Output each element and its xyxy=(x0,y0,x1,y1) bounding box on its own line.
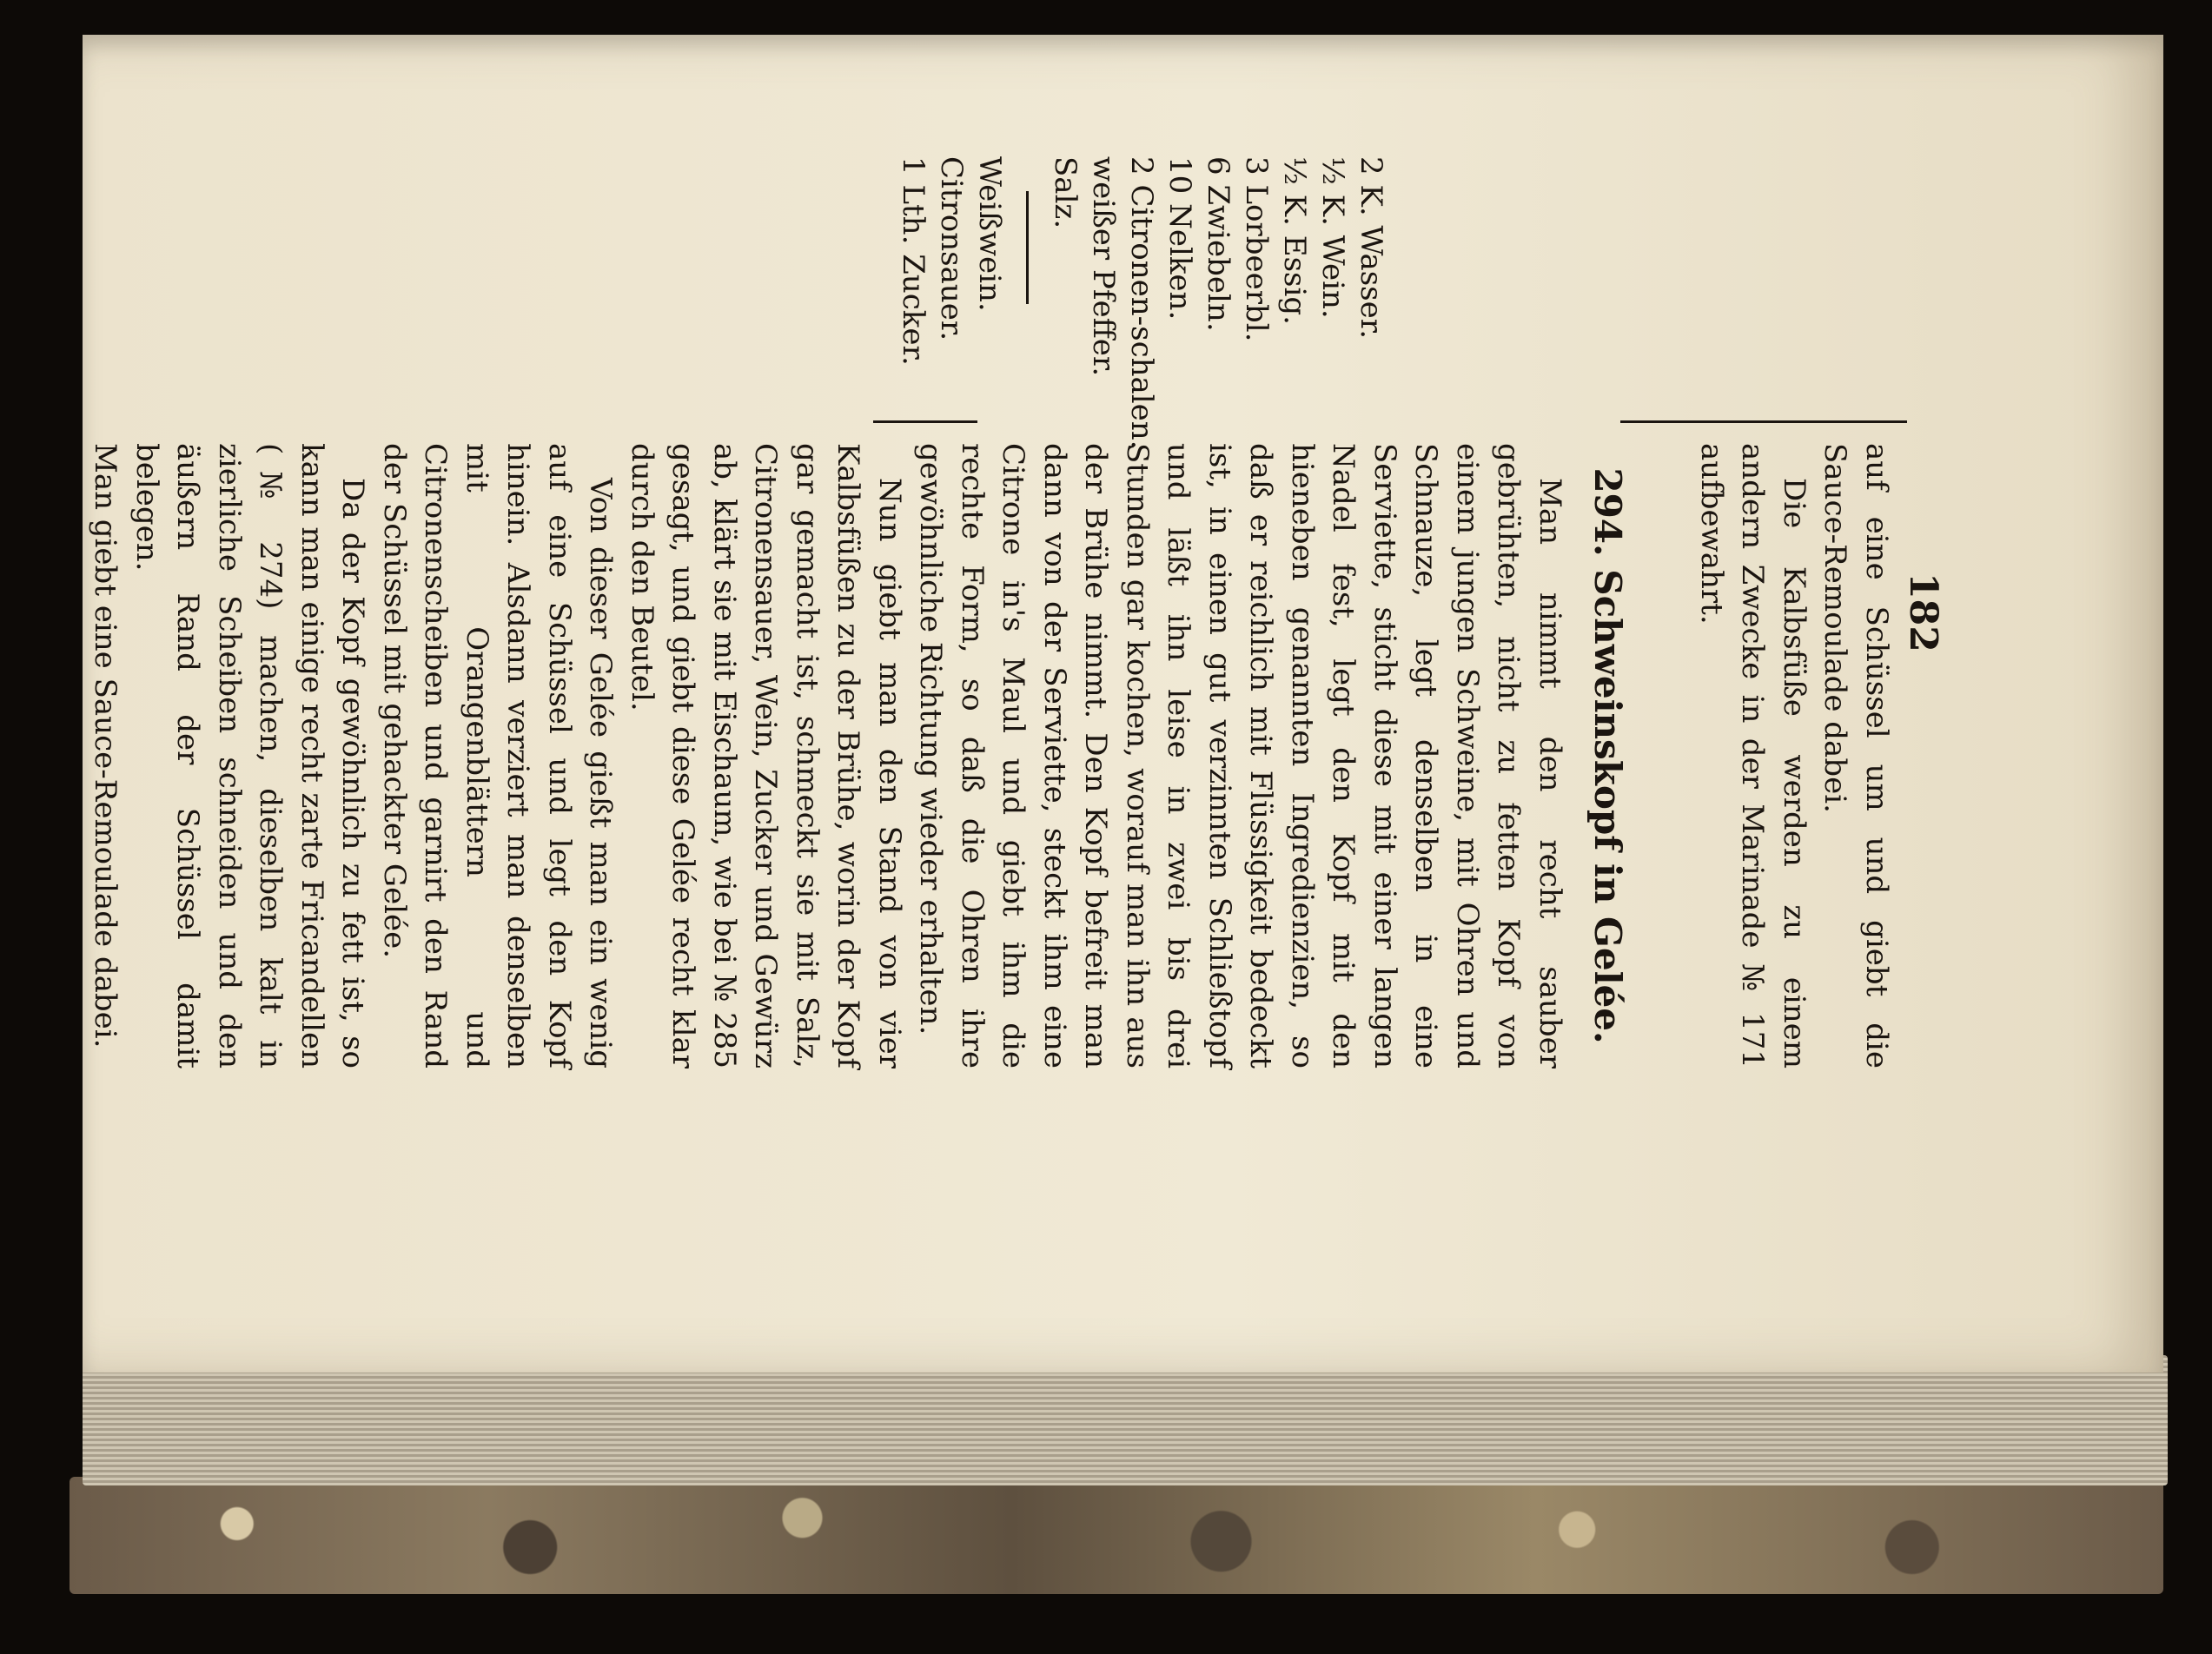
book-page xyxy=(83,35,2163,1373)
ingredient-item: ½ K. Wein. xyxy=(1315,156,1350,319)
ingredient-item: Weißwein. xyxy=(972,156,1007,312)
intro-paragraph: Die Kalbsfüße werden zu einem andern Zwecke in der Marinade № 171 aufbewahrt. xyxy=(1694,443,1811,1068)
ingredient-item: weißer Pfeffer. xyxy=(1086,156,1121,377)
recipe-paragraph: Man nimmt den recht sauber gebrühten, nicht zu fetten Kopf von einem jungen Schweine, mit Ohren und Schnauze, legt denselben in eine Serviette, sticht diese mit einer langen Nadel fest, legt den Kopf mit den hieneben genannten Ingredienzien, so daß er reichlich mit Flüssigkeit bedeckt ist, in einen gut verzinnten Schließtopf und läßt ihn leise in zwei bis drei Stunden gar kochen, worauf man ihn aus der Brühe nimmt. Den Kopf befreit man dann von der Serviette, steckt ihm eine Citrone in's Maul und giebt ihm die rechte Form, so daß die Ohren ihre gewöhnliche Richtung wieder erhalten. xyxy=(913,443,1567,1068)
ingredients-list xyxy=(894,156,1390,450)
book-marbled-edge xyxy=(70,1477,2163,1594)
ingredient-item: ½ K. Essig. xyxy=(1277,156,1312,325)
ingredient-item: 3 Lorbeerbl. xyxy=(1239,156,1274,342)
recipe-heading: 294. Schweinskopf in Gelée. xyxy=(1586,467,1629,1044)
recipe-paragraph: Man giebt eine Sauce-Remoulade dabei. xyxy=(88,443,123,1049)
rotated-text-block xyxy=(88,156,1950,1068)
page-stack xyxy=(83,1355,2168,1485)
column-rule xyxy=(1620,420,1907,423)
ingredient-item: Citronsauer. xyxy=(934,156,969,341)
column-rule xyxy=(873,420,977,423)
ingredient-item: 1 Lth. Zucker. xyxy=(896,156,930,366)
ingredient-item: 10 Nelken. xyxy=(1162,156,1197,321)
recipe-paragraph: Von dieser Gelée gießt man ein wenig auf eine Schüssel und legt den Kopf hinein. Alsdann verziert man denselben mit Orangenblättern und Citronenscheiben und garnirt den Rand der Schüssel mit gehackter Gelée. xyxy=(377,443,619,1068)
ingredient-separator xyxy=(1026,191,1029,304)
page-number: 182 xyxy=(1901,572,1945,652)
recipe-text xyxy=(84,443,1570,1068)
ingredient-item: 2 Citronen-schalen. xyxy=(1124,156,1159,450)
ingredient-item: 6 Zwiebeln. xyxy=(1201,156,1235,332)
ingredient-item: Salz. xyxy=(1048,156,1083,229)
intro-text xyxy=(1691,443,1897,1068)
recipe-paragraph: Da der Kopf gewöhnlich zu fett ist, so kann man einige recht zarte Fricandellen (№ 274) machen, dieselben kalt in zierliche Scheiben schneiden und den äußern Rand der Schüssel damit belegen. xyxy=(129,443,371,1068)
intro-paragraph: auf eine Schüssel um und giebt die Sauce-Remoulade dabei. xyxy=(1818,443,1894,1068)
ingredient-item: 2 K. Wasser. xyxy=(1354,156,1388,340)
recipe-paragraph: Nun giebt man den Stand von vier Kalbsfüßen zu der Brühe, worin der Kopf gar gemacht ist, schmeckt sie mit Salz, Citronensauer, Wein, Zucker und Gewürz ab, klärt sie mit Eischaum, wie bei № 285 gesagt, und giebt diese Gelée recht klar durch den Beutel. xyxy=(625,443,907,1068)
